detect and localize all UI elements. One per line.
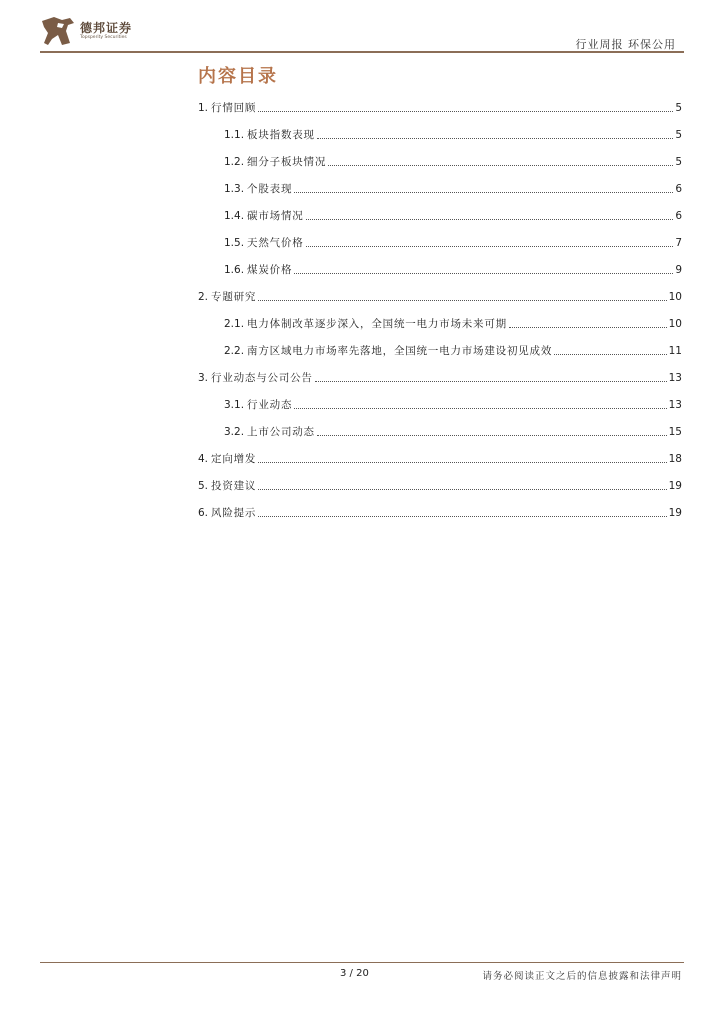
toc-dot-leader: [306, 218, 674, 220]
toc-entry-number: 1.4.: [224, 210, 245, 222]
toc-entry-page: 15: [668, 426, 682, 438]
toc-entry-label: 行业动态: [247, 399, 293, 411]
toc-entry-number: 2.: [198, 291, 209, 303]
toc-entry-page: 7: [675, 237, 682, 249]
toc-entry-page: 5: [675, 102, 682, 114]
toc-dot-leader: [258, 515, 666, 517]
logo-en-text: Topsperity Securities: [80, 35, 127, 40]
toc-entry-page: 11: [668, 345, 682, 357]
toc-entry-label: 电力体制改革逐步深入，全国统一电力市场未来可期: [247, 318, 507, 330]
toc-entry[interactable]: [198, 505, 682, 521]
toc-entry-label: 风险提示: [211, 507, 257, 519]
toc-dot-leader: [317, 434, 667, 436]
page-number: 3 / 20: [340, 968, 369, 979]
toc-entry[interactable]: [224, 424, 682, 440]
logo-cn-text: 德邦证券: [80, 21, 133, 35]
toc-entry[interactable]: [198, 289, 682, 305]
header-divider: [40, 51, 684, 53]
toc-dot-leader: [554, 353, 666, 355]
toc-dot-leader: [328, 164, 673, 166]
toc-entry[interactable]: [224, 208, 682, 224]
toc-entry-label: 南方区域电力市场率先落地，全国统一电力市场建设初见成效: [247, 345, 553, 357]
toc-entry[interactable]: [198, 478, 682, 494]
toc-dot-leader: [294, 272, 673, 274]
toc-dot-leader: [509, 326, 667, 328]
toc-entry-number: 1.1.: [224, 129, 245, 141]
toc-dot-leader: [315, 380, 667, 382]
logo-mark-icon: [40, 15, 76, 47]
toc-entry-number: 2.2.: [224, 345, 245, 357]
toc-dot-leader: [258, 488, 666, 490]
toc-entry-page: 18: [668, 453, 682, 465]
toc-entry[interactable]: [198, 370, 682, 386]
report-type: 行业周报 环保公用: [575, 38, 676, 51]
footer-disclaimer: 请务必阅读正文之后的信息披露和法律声明: [482, 971, 682, 982]
toc-entry-number: 3.1.: [224, 399, 245, 411]
toc-entry-page: 19: [668, 507, 682, 519]
toc-entry-number: 1.2.: [224, 156, 245, 168]
toc-entry-label: 定向增发: [211, 453, 257, 465]
toc-entry-label: 投资建议: [211, 480, 257, 492]
toc-entry[interactable]: [224, 181, 682, 197]
toc-dot-leader: [258, 299, 666, 301]
toc-entry[interactable]: [224, 262, 682, 278]
toc-entry[interactable]: [224, 235, 682, 251]
toc-entry-number: 1.6.: [224, 264, 245, 276]
toc-entry-number: 2.1.: [224, 318, 245, 330]
toc-entry-page: 10: [668, 318, 682, 330]
footer-divider: [40, 962, 684, 963]
toc-entry[interactable]: [224, 316, 682, 332]
toc-entry-page: 9: [675, 264, 682, 276]
toc-entry-page: 19: [668, 480, 682, 492]
toc-entry-page: 5: [675, 156, 682, 168]
toc-entry-number: 3.2.: [224, 426, 245, 438]
toc-entry-label: 行业动态与公司公告: [211, 372, 313, 384]
toc-entry-page: 13: [668, 399, 682, 411]
toc-entry[interactable]: [198, 100, 682, 116]
toc-dot-leader: [294, 191, 673, 193]
toc-dot-leader: [317, 137, 673, 139]
page-header: [0, 0, 724, 56]
toc-entry-label: 上市公司动态: [247, 426, 315, 438]
toc-entry-number: 1.: [198, 102, 209, 114]
toc-entry-number: 5.: [198, 480, 209, 492]
toc-entry-label: 煤炭价格: [247, 264, 293, 276]
toc-title: 内容目录: [198, 66, 278, 87]
toc-entry-number: 6.: [198, 507, 209, 519]
toc-entry[interactable]: [224, 154, 682, 170]
toc-entry-number: 1.3.: [224, 183, 245, 195]
toc-dot-leader: [306, 245, 674, 247]
toc-entry-label: 天然气价格: [247, 237, 304, 249]
toc-entry-page: 5: [675, 129, 682, 141]
toc-entry-label: 个股表现: [247, 183, 293, 195]
toc-entry[interactable]: [224, 343, 682, 359]
toc-entry-label: 专题研究: [211, 291, 257, 303]
toc-entry[interactable]: [198, 451, 682, 467]
toc-dot-leader: [294, 407, 666, 409]
toc-dot-leader: [258, 461, 666, 463]
toc-entry[interactable]: [224, 397, 682, 413]
toc-dot-leader: [258, 110, 673, 112]
toc-entry[interactable]: [224, 127, 682, 143]
toc-entry-number: 4.: [198, 453, 209, 465]
toc-entry-label: 行情回顾: [211, 102, 257, 114]
toc-entry-label: 细分子板块情况: [247, 156, 327, 168]
toc-entry-number: 1.5.: [224, 237, 245, 249]
toc-entry-label: 板块指数表现: [247, 129, 315, 141]
company-logo: [40, 15, 132, 47]
toc-entry-page: 6: [675, 183, 682, 195]
toc-entry-page: 6: [675, 210, 682, 222]
toc-entry-number: 3.: [198, 372, 209, 384]
toc-entry-page: 10: [668, 291, 682, 303]
toc-entry-label: 碳市场情况: [247, 210, 304, 222]
toc-entry-page: 13: [668, 372, 682, 384]
